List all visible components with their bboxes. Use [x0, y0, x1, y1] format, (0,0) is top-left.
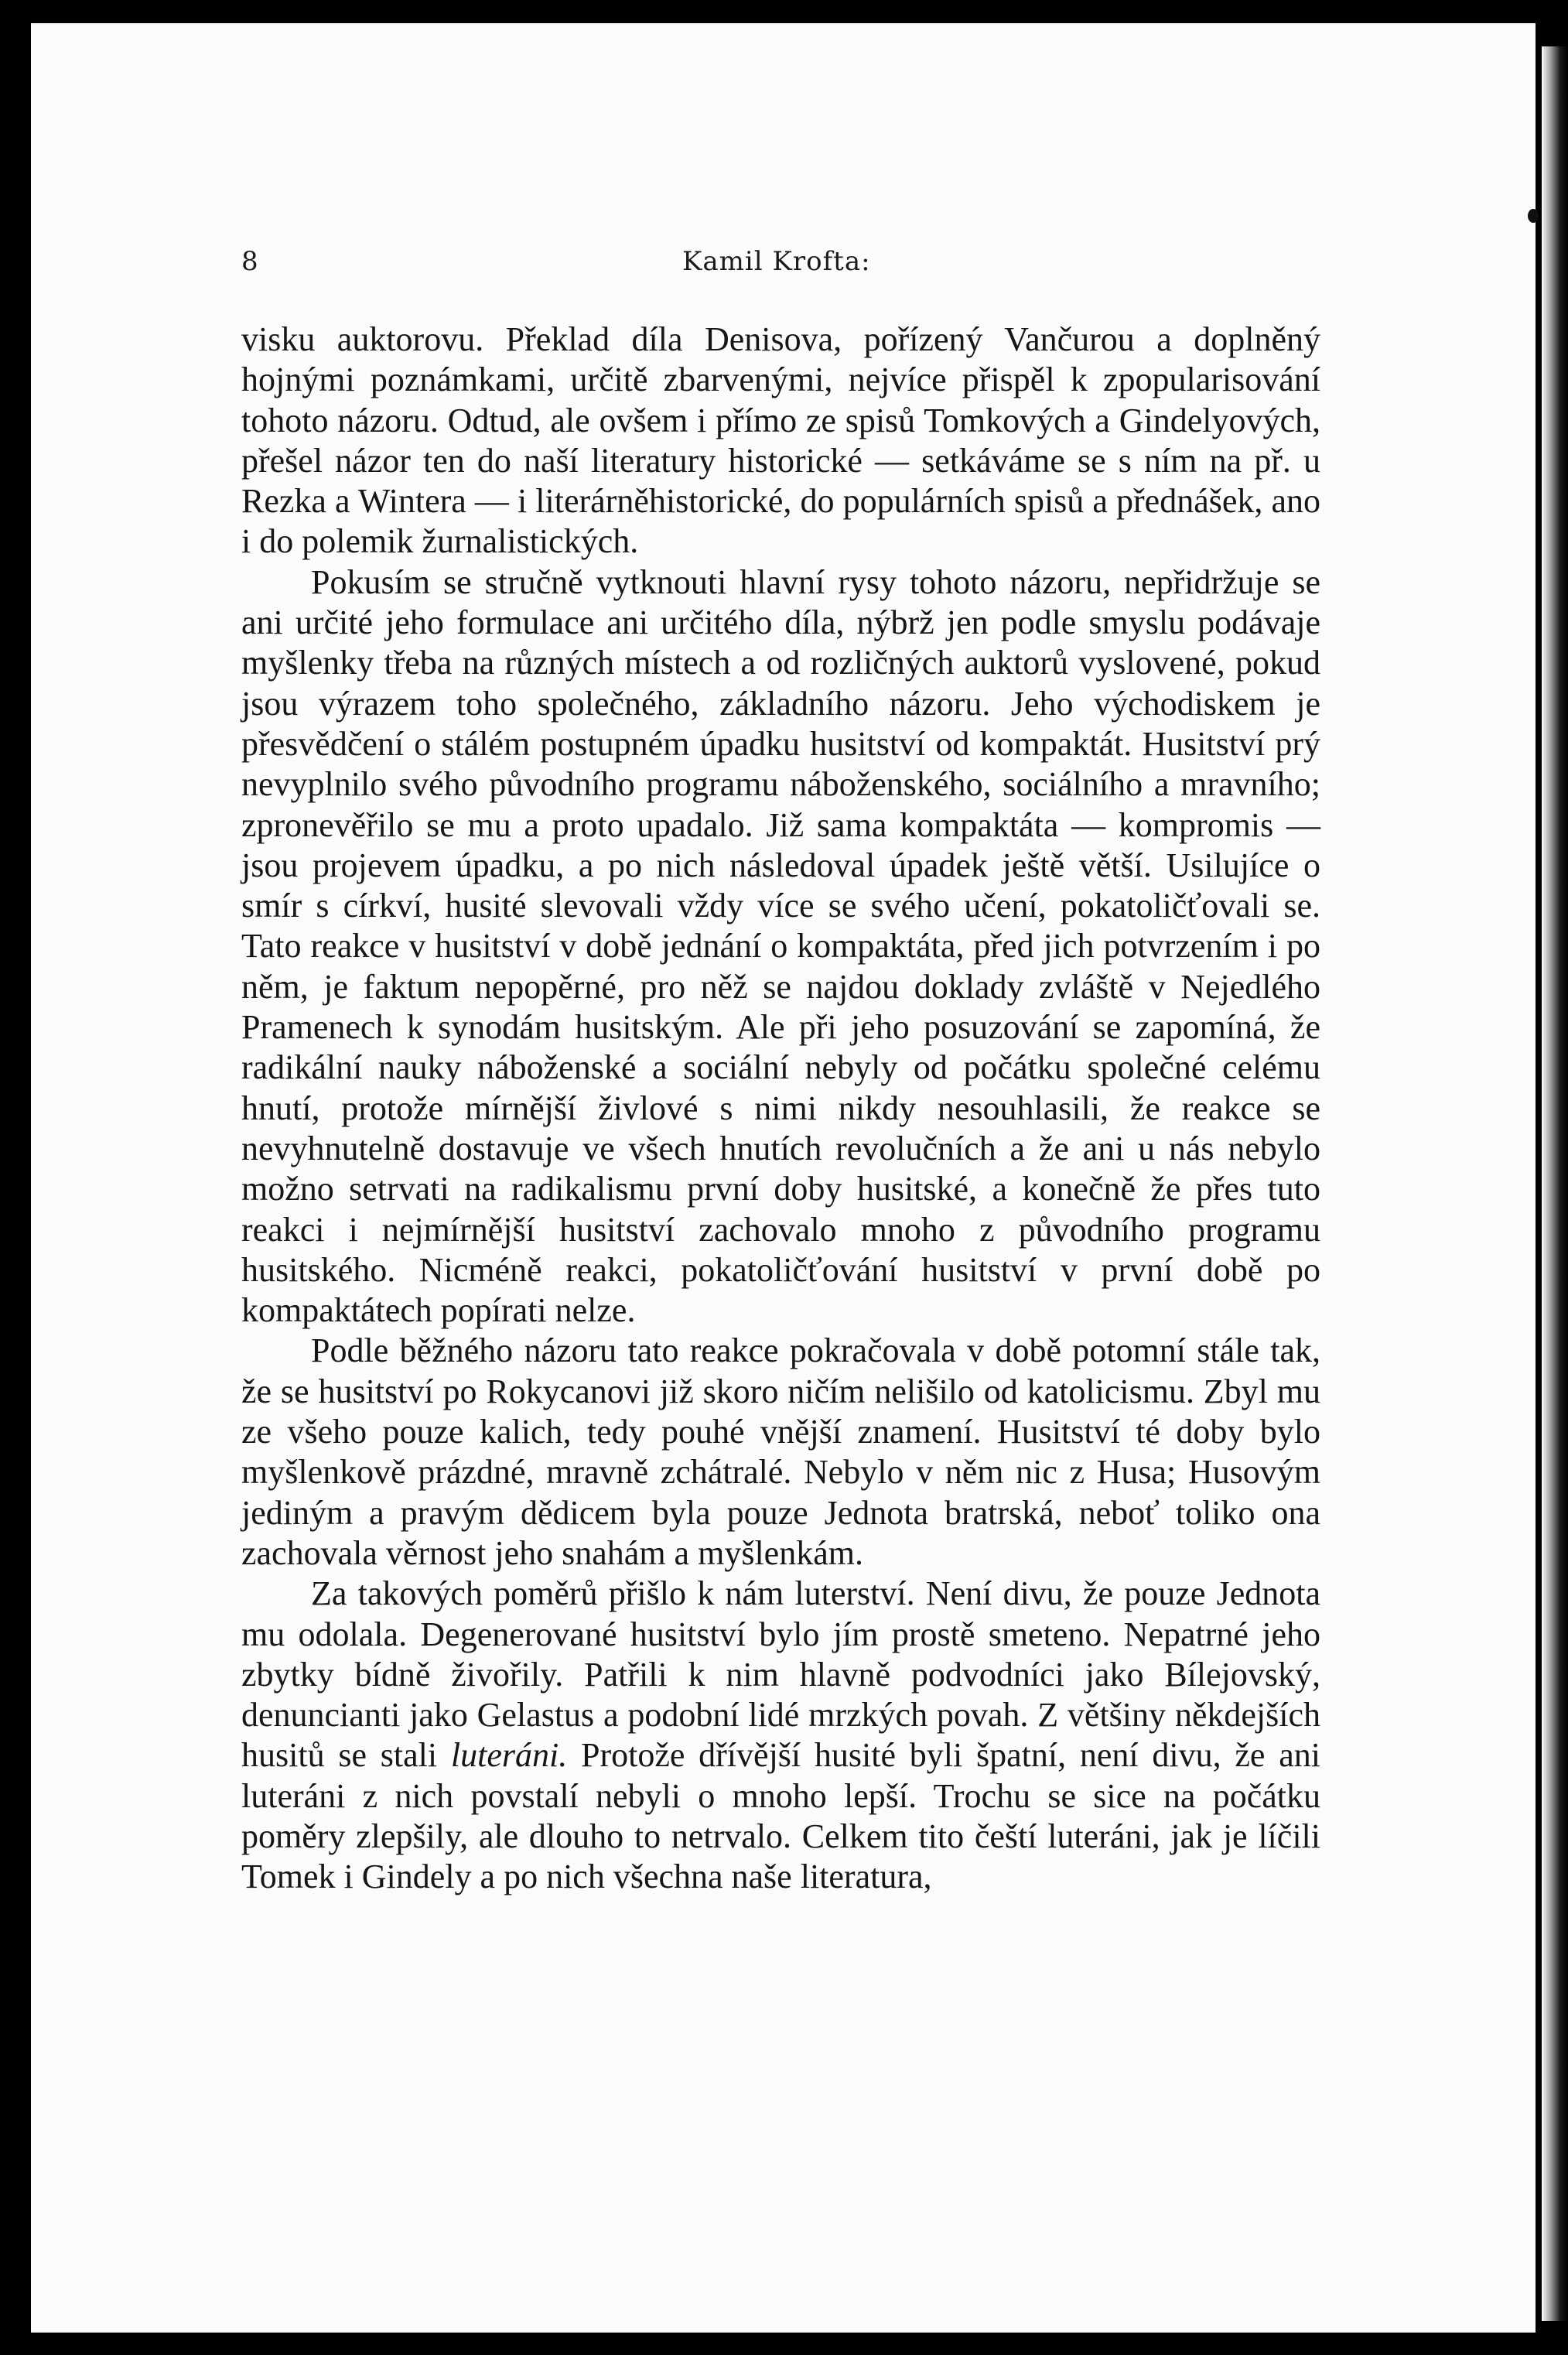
paragraph-2: Pokusím se stručně vytknouti hlavní rysy tohoto názoru, nepřidržuje se ani určité jeho formulace ani určitého díla, nýbrž jen podle smyslu podávaje myšlenky třeba na různých místech a od rozličných auktorů vyslovené, pokud jsou výrazem toho společného, základního názoru. Jeho východiskem je přesvědčení o stálém postupném úpadku husitství od kompaktát. Husitství prý nevyplnilo svého původního programu náboženského, sociálního a mravního; zpronevěřilo se mu a proto upadalo. Již sama kompaktáta — kompromis — jsou projevem úpadku, a po nich následoval úpadek ještě větší. Usilujíce o smír s církví, husité slevovali vždy více se svého učení, pokatoličťovali se. Tato reakce v husitství v době jednání o kompaktáta, před jich potvrzením i po něm, je faktum nepopěrné, pro něž se najdou doklady zvláště v Nejedlého Pramenech k synodám husitským. Ale při jeho posuzování se zapomíná, že radikální nauky náboženské a sociální nebyly od počátku společné celému hnutí, protože mírnější živlové s nimi nikdy nesouhlasili, že reakce se nevyhnutelně dostavuje ve všech hnutích revolučních a že ani u nás nebylo možno setrvati na radikalismu první doby husitské, a konečně že přes tuto reakci i nejmírnější husitství zachovalo mnoho z původního programu husitského. Nicméně reakci, pokatoličťování husitství v první době po kompaktátech popírati nelze. — [241, 562, 1320, 1330]
paragraph-4 — [241, 1574, 1320, 1897]
paragraph-3: Podle běžného názoru tato reakce pokračovala v době potomní stále tak, že se husitství po Rokycanovi již skoro ničím nelišilo od katolicismu. Zbyl mu ze všeho pouze kalich, tedy pouhé vnější znamení. Husitství té doby bylo myšlenkově prázdné, mravně zchátralé. Nebylo v něm nic z Husa; Husovým jediným a pravým dědicem byla pouze Jednota bratrská, neboť toliko ona zachovala věrnost jeho snahám a myšlenkám. — [241, 1331, 1320, 1572]
page-header — [241, 246, 1324, 285]
paragraph-4-emphasis: luteráni. — [450, 1736, 568, 1775]
running-title: Kamil Krofta: — [682, 246, 871, 277]
paragraph-4-text-before: Za takových poměrů přišlo k nám luterství. Není divu, že pouze Jednota mu odolala. Degenerované husitství bylo jím prostě smeteno. Nepatrné jeho zbytky bídně živořily. Patřili k nim hlavně podvodníci jako Bílejovský, denuncianti jako Gelastus a podobní lidé mrzkých povah. Z většiny někdejších husitů se stali — [241, 1574, 1320, 1775]
paragraph-1: visku auktorovu. Překlad díla Denisova, pořízený Vančurou a doplněný hojnými poznámkami, určitě zbarvenými, nejvíce přispěl k zpopularisování tohoto názoru. Odtud, ale ovšem i přímo ze spisů Tomkových a Gindelyových, přešel názor ten do naší literatury historické — setkáváme se s ním na př. u Rezka a Wintera — i literárněhistorické, do populárních spisů a přednášek, ano i do polemik žurnalistických. — [241, 320, 1320, 561]
body-text — [241, 320, 1320, 1898]
scan-speck — [1528, 209, 1539, 223]
paragraph-4-text-after: Protože dřívější husité byli špatní, není divu, že ani luteráni z nich povstalí nebyli o mnoho lepší. Trochu se sice na počátku poměry zlepšily, ale dlouho to netrvalo. Celkem tito čeští luteráni, jak je líčili Tomek i Gindely a po nich všechna naše literatura, — [241, 1736, 1320, 1896]
page-number: 8 — [241, 246, 258, 277]
page-edge-shadow — [1542, 46, 1568, 2321]
